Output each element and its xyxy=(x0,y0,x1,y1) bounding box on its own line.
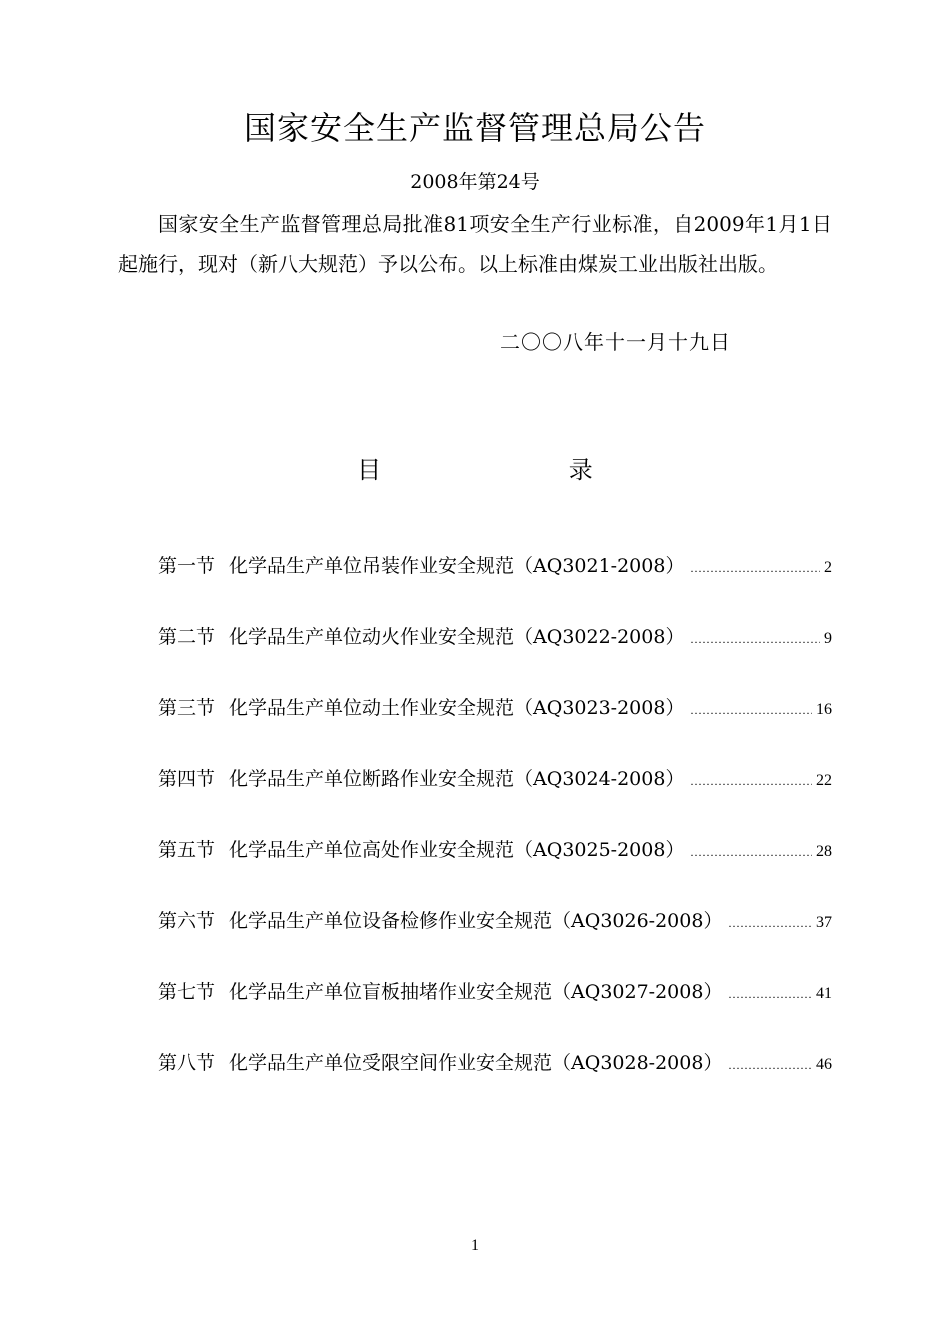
toc-page-number: 41 xyxy=(816,985,832,1002)
toc-section-label: 第八节 xyxy=(158,1052,216,1074)
toc-section-label: 第六节 xyxy=(158,910,216,932)
toc-section-label: 第五节 xyxy=(158,839,216,861)
toc-section-label: 第三节 xyxy=(158,697,216,719)
toc-entry-title: 化学品生产单位动土作业安全规范（AQ3023-2008） xyxy=(229,697,685,719)
toc-item[interactable] xyxy=(158,694,832,765)
toc-item[interactable] xyxy=(158,1049,832,1120)
toc-item[interactable] xyxy=(158,836,832,907)
toc-page-number: 2 xyxy=(824,559,832,576)
toc-leader-dots xyxy=(690,625,820,653)
toc-entry-title: 化学品生产单位吊装作业安全规范（AQ3021-2008） xyxy=(229,555,685,577)
toc-leader-dots xyxy=(690,838,812,866)
toc-entry-title: 化学品生产单位断路作业安全规范（AQ3024-2008） xyxy=(229,768,685,790)
toc-section-label: 第七节 xyxy=(158,981,216,1003)
toc-entry-title: 化学品生产单位盲板抽堵作业安全规范（AQ3027-2008） xyxy=(229,981,723,1003)
toc-leader-dots xyxy=(690,696,812,724)
toc-item[interactable] xyxy=(158,623,832,694)
toc-entry-title: 化学品生产单位受限空间作业安全规范（AQ3028-2008） xyxy=(229,1052,723,1074)
toc-section-label: 第二节 xyxy=(158,626,216,648)
toc-entry-title: 化学品生产单位高处作业安全规范（AQ3025-2008） xyxy=(229,839,685,861)
toc-page-number: 16 xyxy=(816,701,832,718)
toc-leader-dots xyxy=(728,980,812,1008)
page-number: 1 xyxy=(471,1237,479,1254)
toc-page-number: 22 xyxy=(816,772,832,789)
toc-list xyxy=(158,552,832,1120)
toc-page-number: 37 xyxy=(816,914,832,931)
toc-item[interactable] xyxy=(158,552,832,623)
toc-leader-dots xyxy=(728,1051,812,1079)
toc-page-number: 28 xyxy=(816,843,832,860)
issue-number: 2008年第24号 xyxy=(410,171,540,193)
toc-item[interactable] xyxy=(158,978,832,1049)
toc-leader-dots xyxy=(690,554,820,582)
toc-page-number: 46 xyxy=(816,1056,832,1073)
announcement-title: 国家安全生产监督管理总局公告 xyxy=(243,109,706,147)
toc-item[interactable] xyxy=(158,765,832,836)
announcement-body: 国家安全生产监督管理总局批准81项安全生产行业标准，自2009年1月1日起施行，现对（新八大规范）予以公布。以上标准由煤炭工业出版社出版。 xyxy=(118,212,832,276)
toc-entry-title: 化学品生产单位动火作业安全规范（AQ3022-2008） xyxy=(229,626,685,648)
toc-section-label: 第一节 xyxy=(158,555,216,577)
toc-entry-title: 化学品生产单位设备检修作业安全规范（AQ3026-2008） xyxy=(229,910,723,932)
toc-item[interactable] xyxy=(158,907,832,978)
toc-section-label: 第四节 xyxy=(158,768,216,790)
toc-leader-dots xyxy=(728,909,812,937)
toc-page-number: 9 xyxy=(824,630,832,647)
announcement-date: 二〇〇八年十一月十九日 xyxy=(500,330,731,354)
toc-heading: 目 录 xyxy=(357,456,653,484)
toc-leader-dots xyxy=(690,767,812,795)
